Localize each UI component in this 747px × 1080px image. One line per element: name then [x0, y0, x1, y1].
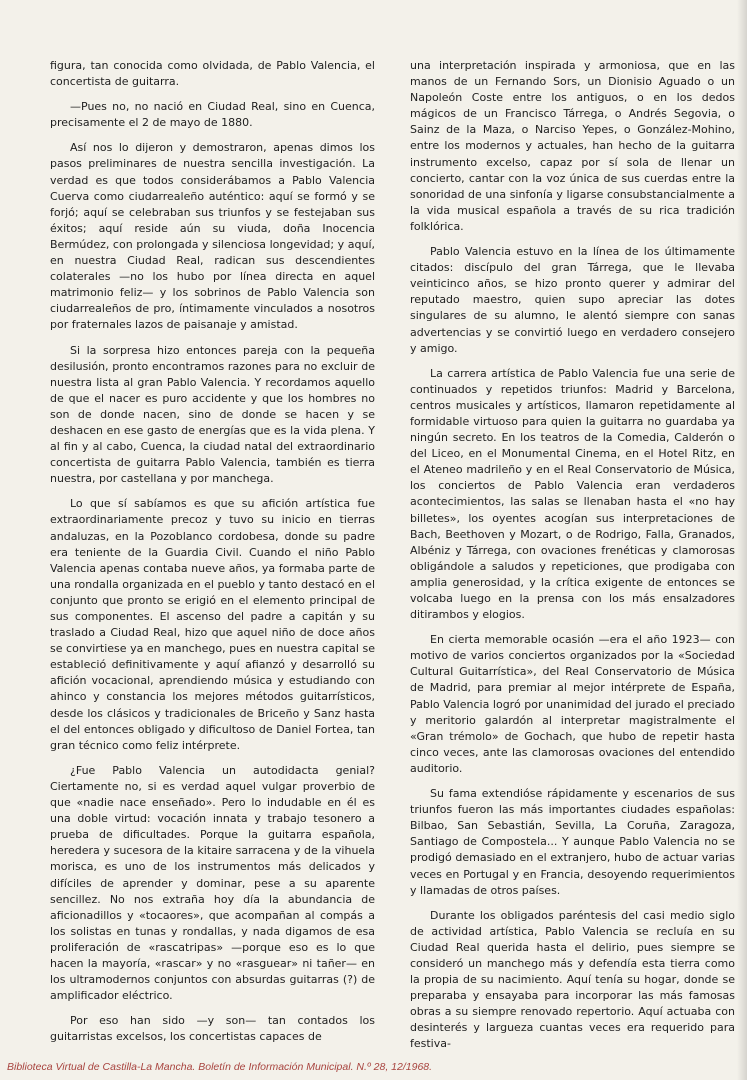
paragraph: Pablo Valencia estuvo en la línea de los últimamente citados: discípulo del gran Tárrega, que le llevaba veinticinco años, se hizo pronto querer y admirar del reputado maestro, quien supo apreciar las dotes singulares de su alumno, le alentó siempre con sanas advertencias y se convirtió luego en verdadero consejero y amigo.	[410, 245, 735, 355]
left-column	[50, 58, 375, 1054]
paragraph: figura, tan conocida como olvidada, de Pablo Valencia, el concertista de guitarra.	[50, 59, 375, 89]
paragraph: —Pues no, no nació en Ciudad Real, sino en Cuenca, precisamente el 2 de mayo de 1880.	[50, 100, 375, 130]
page-spine-shadow	[737, 0, 747, 1080]
paragraph: Por eso han sido —y son— tan contados los guitarristas excelsos, los concertistas capaces de	[50, 1014, 375, 1044]
paragraph: En cierta memorable ocasión —era el año 1923— con motivo de varios conciertos organizados por la «Sociedad Cultural Guitarrística», del Real Conservatorio de Música de Madrid, para premiar al mejor intérprete de España, Pablo Valencia logró por unanimidad del jurado el preciado y meritorio galardón al interpretar magistralmente el «Gran trémolo» de Gochach, que hubo de repetir hasta cinco veces, ante las clamorosas ovaciones del entendido auditorio.	[410, 633, 735, 775]
paragraph: Su fama extendióse rápidamente y escenarios de sus triunfos fueron las más importantes ciudades españolas: Bilbao, San Sebastián, Sevilla, La Coruña, Zaragoza, Santiago de Compostela... Y aunque Pablo Valencia no se prodigó demasiado en el extranjero, hubo de actuar varias veces en Portugal y en Francia, desoyendo requerimientos y llamadas de otros países.	[410, 787, 735, 897]
paragraph: Lo que sí sabíamos es que su afición artística fue extraordinariamente precoz y tuvo su inicio en tierras andaluzas, en la Pozoblanco cordobesa, donde su padre era teniente de la Guardia Civil. Cuando el niño Pablo Valencia apenas contaba nueve años, ya formaba parte de una rondalla organizada en el pueblo y tanto destacó en el conjunto que pronto se erigió en el elemento principal de sus componentes. El ascenso del padre a capitán y su traslado a Ciudad Real, hizo que aquel niño de doce años se convirtiese ya en manchego, pues en nuestra capital se estableció definitivamente y aquí afianzó y desarrolló su afición vocacional, aprendiendo música y estudiando con ahinco y constancia los mejores métodos guitarrísticos, desde los clásicos y tradicionales de Briceño y Sanz hasta el del entonces obligado y dificultoso de Daniel Fortea, tan gran técnico como feliz intérprete.	[50, 497, 375, 752]
paragraph: una interpretación inspirada y armoniosa, que en las manos de un Fernando Sors, un Dionisio Aguado o un Napoleón Coste entre los antiguos, o en los dedos mágicos de un Francisco Tárrega, o Andrés Segovia, o Sainz de la Maza, o Narciso Yepes, o González-Mohino, entre los modernos y actuales, han hecho de la guitarra instrumento excelso, capaz por sí sola de llenar un concierto, cantar con la voz única de sus cuerdas entre la sonoridad de una sinfonía y ligarse consubstancialmente a la vida musical española a través de su rica tradición folklórica.	[410, 59, 735, 233]
right-column	[410, 58, 735, 1062]
paragraph: Así nos lo dijeron y demostraron, apenas dimos los pasos preliminares de nuestra sencilla investigación. La verdad es que todos considerábamos a Pablo Valencia Cuerva como ciudarrealeño auténtico: aquí se formó y se forjó; aquí se celebraban sus triunfos y se festejaban sus éxitos; aquí reside aún su viuda, doña Inocencia Bermúdez, con prolongada y silenciosa longevidad; y aquí, en nuestra Ciudad Real, radican sus descendientes colaterales —no los hubo por línea directa en aquel matrimonio feliz— y los sobrinos de Pablo Valencia son ciudarrealeños de pro, íntimamente vinculados a nosotros por fraternales lazos de paisanaje y amistad.	[50, 141, 375, 332]
paragraph: Durante los obligados paréntesis del casi medio siglo de actividad artística, Pablo Valencia se recluía en su Ciudad Real querida hasta el delirio, pues siempre se consideró un manchego más y defendía esta tierra como la propia de su nacimiento. Aquí tenía su hogar, donde se preparaba y ensayaba para incorporar las más famosas obras a su siempre renovado repertorio. Aquí actuaba con desinterés y largueza cuantas veces era requerido para festiva-	[410, 908, 735, 1051]
source-footer: Biblioteca Virtual de Castilla-La Mancha. Boletín de Información Municipal. N.º 28, 12/1968.	[7, 1061, 433, 1073]
paragraph: ¿Fue Pablo Valencia un autodidacta genial? Ciertamente no, si es verdad aquel vulgar proverbio de que «nadie nace enseñado». Pero lo indudable en él es una doble virtud: vocación innata y trabajo tesonero a prueba de dificultades. Porque la guitarra española, heredera y sucesora de la kitaire sarracena y de la vihuela morisca, es uno de los instrumentos más delicados y difíciles de aprender y dominar, pese a su aparente sencillez. No nos extraña hoy día la abundancia de aficionadillos y «tocaores», que acompañan al compás a los solistas en tunas y rondallas, y nada digamos de esa proliferación de «rascatripas» —porque eso es lo que hacen la mayoría, «rascar» y no «rasguear» ni tañer— en los ultramodernos conjuntos con absurdas guitarras (?) de amplificador eléctrico.	[50, 763, 375, 1003]
paragraph: Si la sorpresa hizo entonces pareja con la pequeña desilusión, pronto encontramos razones para no excluir de nuestra lista al gran Pablo Valencia. Y recordamos aquello de que el nacer es puro accidente y que los hombres no son de donde nacen, sino de donde se hacen y se deshacen en ese gasto de energías que es la vida plena. Y al fin y al cabo, Cuenca, la ciudad natal del extraordinario concertista de guitarra Pablo Valencia, también es tierra nuestra, por castellana y por manchega.	[50, 343, 375, 486]
paragraph: La carrera artística de Pablo Valencia fue una serie de continuados y repetidos triunfos: Madrid y Barcelona, centros musicales y artísticos, llamaron repetidamente al formidable virtuoso para quien la guitarra no guardaba ya ningún secreto. En los teatros de la Comedia, Calderón o del Liceo, en el Monumental Cinema, en el Hotel Ritz, en el Ateneo madrileño y en el Real Conservatorio de Música, los conciertos de Pablo Valencia eran verdaderos acontecimientos, las salas se llenaban hasta el «no hay billetes», los oyentes acogían sus interpretaciones de Bach, Beethoven y Mozart, o de Rodrigo, Falla, Granados, Albéniz y Tárrega, con ovaciones frenéticas y clamorosas obligándole a saludos y repeticiones, que prodigaba con amplia generosidad, y la crítica exigente de entonces se volcaba luego en la prensa con los más ensalzadores ditirambos y elogios.	[410, 366, 735, 622]
